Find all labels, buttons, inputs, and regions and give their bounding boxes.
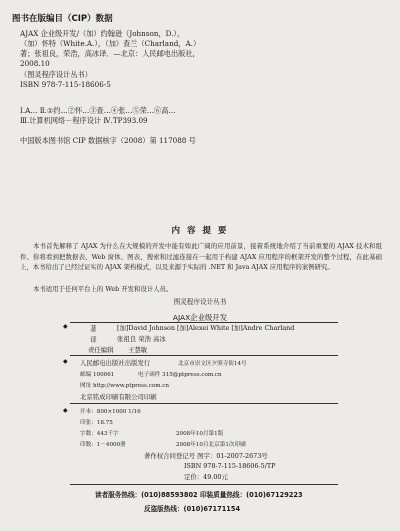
- cip-line: ISBN 978-7-115-18606-5: [20, 80, 111, 89]
- cip-line: Ⅰ.A… Ⅱ.①约…②怀…③查…④张…⑤荣…⑥高…: [20, 106, 176, 115]
- translators-label: 译: [90, 336, 97, 344]
- cip-line: （加）怀特（White.A.），（加）查兰（Charland，A.）: [20, 39, 201, 48]
- isbn: ISBN 978-7-115-18606-5/TP: [184, 462, 276, 470]
- summary-title: 内 容 提 要: [171, 226, 229, 236]
- translators: 张祖良 荣浩 高冰: [117, 335, 166, 343]
- cip-line: Ⅲ.计算机网络－程序设计 Ⅳ.TP393.09: [20, 116, 148, 125]
- email: 电子函件 315@ptpress.com.cn: [138, 372, 222, 378]
- cip-line: （图灵程序设计丛书）: [20, 70, 92, 79]
- cip-heading: 图书在版编目（CIP）数据: [12, 14, 113, 24]
- edition: 2008年10月第1版: [176, 431, 224, 437]
- postcode: 邮编 100061: [80, 372, 115, 378]
- cip-line: 2008.10: [20, 59, 50, 68]
- cip-line: 中国版本图书馆 CIP 数据核字（2008）第 117088 号: [20, 136, 196, 145]
- book-title: AJAX企业级开发: [172, 313, 228, 322]
- reader-hotline: 读者服务热线：(010)88593802 印装质量热线：(010)67129223: [95, 491, 303, 499]
- publisher: 人民邮电出版社出版发行: [80, 359, 151, 367]
- authors: [加]David Johnson [加]Alexei White [加]Andre Charland: [117, 324, 295, 332]
- bullet-icon: ◆: [63, 358, 68, 365]
- printing: 2008年10月北京第1次印刷: [176, 442, 246, 448]
- editor-label: 责任编辑: [88, 346, 114, 354]
- printer: 北京铭成印刷有限公司印刷: [80, 393, 157, 401]
- bullet-icon: ◆: [63, 323, 68, 330]
- authors-label: 著: [90, 325, 97, 333]
- website: 网址 http://www.ptpress.com.cn: [80, 383, 170, 389]
- editor: 王慧敏: [128, 346, 148, 354]
- bullet-icon: ◆: [63, 407, 68, 414]
- summary-paragraph: 本书适用于任何平台上的 Web 开发和设计人员。: [33, 285, 173, 293]
- cip-line: 著；张祖良，荣浩，高冰译．—北京：人民邮电出版社，: [20, 49, 200, 58]
- price: 定价：49.00元: [184, 473, 228, 481]
- divider: [70, 484, 338, 485]
- divider: [70, 355, 338, 356]
- contract: 著作权合同登记号 图字：01-2007-2673号: [144, 452, 268, 460]
- address: 北京市崇文区夕照寺街14号: [178, 361, 247, 367]
- summary-paragraph: 本书首先解释了 AJAX 为什么在大规模的开发中能有如此广阔的应用前景，接着系统地介绍了当前重要的 AJAX 技术和组件。你将看到把数据表、Web 窗体、图表、搜索和过滤连接在一起用于构建 AJAX 应用程序的框架开发的整个过程，在此基础上，本书给出了已经过证实的 AJAX 架构模式，以及来源于实际的 .NET 和 Java AJAX 应用程序的案例研究。: [20, 242, 382, 272]
- sheets: 印张：18.75: [80, 420, 113, 426]
- format: 开本：800×1000 1/16: [80, 409, 141, 415]
- series-name: 图灵程序设计丛书: [173, 298, 227, 306]
- words: 字数：443千字: [80, 431, 119, 437]
- divider: [70, 403, 338, 404]
- piracy-hotline: 反盗版热线：(010)67171154: [144, 505, 241, 513]
- copies: 印数：1－4000册: [80, 442, 126, 448]
- cip-line: AJAX 企业级开发/（加）约翰逊（Johnson，D.），: [20, 29, 185, 38]
